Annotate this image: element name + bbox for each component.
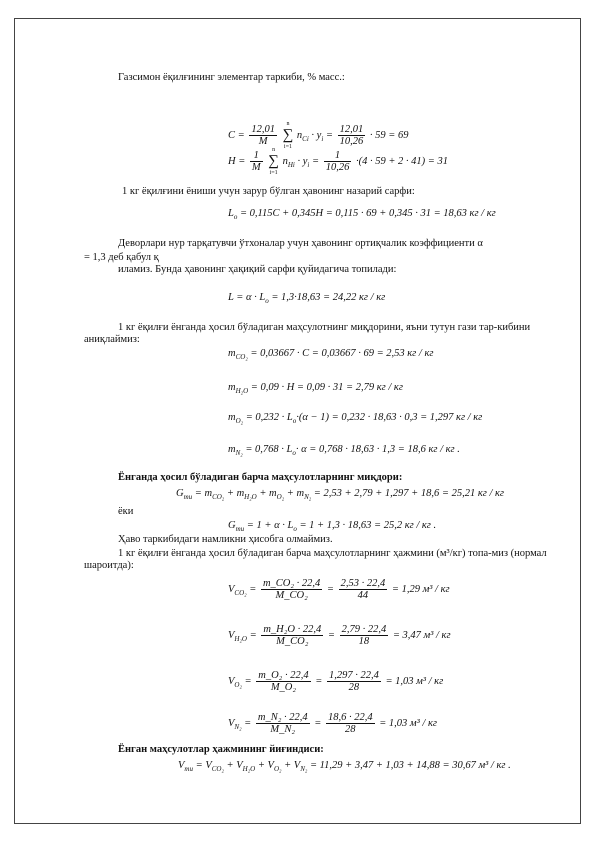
sum-symbol: n ∑ i=1 [282,121,294,150]
eq-c-lhs: C = [228,129,245,141]
eq-vo2-sub: O₂ [234,681,242,689]
eq-vsum-s1: CO₂ [211,765,224,774]
eq-vsum-s2: H₂O [242,765,256,774]
para-excess-1: Деворлари нур тарқатувчи ўтхоналар учун ҳавонинг ортиқчалик коэффициенти α [118,238,483,249]
eq-c-frac2-num: 12,01 [339,124,364,135]
equation-hydrogen [228,146,448,177]
eq-vco2-frac2 [339,578,388,601]
eq-h-frac2-num: 1 [324,150,352,162]
eq-c-tail: · 59 = 69 [369,129,409,141]
eq-mn2-rest1: = 0,768 · L [245,444,293,455]
para-excess-3: иламиз. Бунда ҳавонинг ҳақиқий сарфи қуйидагича топилади: [118,264,397,275]
eq-vn2-lhs: V [228,717,235,729]
para-sum-volume: Ёнган маҳсулотлар ҳажмининг йиғиндиси: [118,744,324,755]
eq-mh2o-rest: = 0,09 · H = 0,09 · 31 = 2,79 кг / кг [250,382,403,393]
eq-gm2-rest: = 1 + α · L [246,520,294,531]
eq-mo2-rest1-sub: o [292,417,297,426]
eq-vh2o-num2: 2,79 · 22,4 [341,624,387,635]
eq-vh2o-den2: 18 [358,636,370,647]
eq-vn2-sub: N₂ [234,723,242,731]
eq-gm2-sub: ти [235,525,245,534]
eq-l0-rest: = 0,115C + 0,345H = 0,115 · 69 + 0,345 · 31 = 18,63 кг / кг [239,208,496,219]
eq-gm2-text: G [228,520,236,531]
eq-vo2-tail: = 1,03 м³ / кг [385,675,444,687]
eq-gm-r4: = 2,53 + 2,79 + 1,297 + 18,6 = 25,21 кг / кг [311,488,505,499]
eq-c-mult-sub: i [321,135,324,143]
eq-c-frac1-den: M [258,136,268,147]
eq-vo2-frac2 [327,670,381,693]
eq-vco2-num2: 2,53 · 22,4 [340,578,386,589]
eq-vco2-den2: 44 [357,590,369,601]
eq-gm-text: G [176,488,184,499]
eq-l0-lhs-sub: o [233,213,238,222]
para-total-mass: Ёнганда ҳосил бўладиган барча маҳсулотларнинг миқдори: [118,472,403,483]
eq-h-tail: ·(4 · 59 + 2 · 41) = 31 [355,155,449,167]
eq-h-equals: = [312,155,320,167]
eq-vco2-den: M_CO₂ [275,590,308,601]
eq-vsum-s4: N₂ [300,765,308,774]
equation-l0 [228,208,496,223]
eq-vo2-den2: 28 [348,682,360,693]
para-humidity: Ҳаво таркибидаги намликни ҳисобга олмаймиз. [118,534,333,545]
eq-vo2-num2: 1,297 · 22,4 [328,670,379,681]
eq-gm-r2: + m [256,488,277,499]
eq-c-equals: = [325,129,334,141]
eq-c-sum-bottom: i=1 [283,144,292,150]
eq-h-sum-body: n [282,155,288,167]
equation-mco2 [228,348,433,363]
eq-h-mult-sub: i [307,161,310,169]
eq-vsum-text: V [178,760,185,771]
eq-vn2-den: M_N₂ [270,724,296,735]
eq-vsum-rest: = V [195,760,212,771]
eq-vo2-frac1 [256,670,310,693]
eq-vco2-lhs: V [228,583,235,595]
eq-mo2-lhs: m [228,412,236,423]
eq-mh2o-sub: H₂O [235,387,249,396]
eq-h-sum-bottom: i=1 [269,170,278,176]
eq-gm-s2: H₂O [244,493,257,502]
equation-l [228,292,385,307]
equation-gm [176,488,504,503]
word-or: ёки [118,506,134,517]
equation-mn2 [228,444,460,459]
eq-vh2o-frac1 [261,624,323,647]
eq-gm-rest: = m [194,488,213,499]
eq-vh2o-sub: H₂O [234,635,247,643]
eq-gm2-sub2: o [293,525,297,534]
eq-c-sum-body-sub: Ci [302,135,309,143]
eq-vn2-frac1 [256,712,310,735]
eq-gm-s4: N₂ [304,493,312,502]
eq-h-frac2-den: 10,26 [325,162,350,173]
eq-vo2-num: m_O₂ · 22,4 [258,670,309,681]
heading-composition: Газсимон ёқилғининг элементар таркиби, % масс.: [118,72,345,83]
eq-mn2-sub: N₂ [235,449,243,458]
eq-gm2-tail: = 1 + 1,3 · 18,63 = 25,2 кг / кг . [296,520,437,531]
eq-h-mult: · y [297,155,308,167]
eq-vh2o-lhs: V [228,629,235,641]
para-volume: 1 кг ёқилғи ёнганда ҳосил бўладиган барча маҳсулотларнинг ҳажмини (м³/кг) топа-миз (нормал шароитда): [84,548,547,571]
eq-mco2-rest: = 0,03667 · C = 0,03667 · 69 = 2,53 кг / кг [250,348,434,359]
eq-c-frac1 [249,124,277,147]
eq-vsum-r2: + V [255,760,274,771]
eq-vh2o-den: M_CO₂ [276,636,309,647]
eq-vn2-den2: 28 [345,724,356,735]
eq-vo2-lhs: V [228,675,235,687]
eq-l-text: L = α · L [228,292,266,303]
eq-c-sum-top: n [286,121,290,127]
eq-h-sum-top: n [272,147,276,153]
eq-mh2o-lhs: m [228,382,236,393]
eq-h-frac1 [250,150,263,173]
eq-vsum-r1: + V [223,760,243,771]
eq-c-sum-body: n [296,129,303,141]
eq-vco2-frac1 [261,578,322,601]
eq-mo2-rest2: ·(α − 1) = 0,232 · 18,63 · 0,3 = 1,297 кг / кг [296,412,483,423]
eq-l0-lhs: L [228,208,234,219]
eq-gm-s3: O₂ [276,493,285,502]
eq-vh2o-frac2 [340,624,389,647]
eq-mn2-rest1-sub: o [292,449,296,458]
eq-vco2-num: m_CO₂ · 22,4 [262,578,321,589]
eq-h-frac1-num: 1 [250,150,263,162]
eq-vco2-sub: CO₂ [234,589,247,597]
para-excess-2: = 1,3 деб қабул қ [84,252,159,263]
eq-c-frac2-den: 10,26 [339,136,364,147]
eq-vsum-sub: ти [184,765,193,774]
eq-vo2-den: M_O₂ [270,682,297,693]
eq-h-frac1-den: M [251,162,261,173]
equation-vh2o: $V_{H_2O}$ = $\frac{\text{m\_H₂O · 22,4}}{\text{M\_CO₂}}$ = $\frac{2,79 \cdot 22,4}{18}$ = 3,47 м³ / кг [228,624,451,647]
eq-vn2-num: m_N₂ · 22,4 [257,712,308,723]
eq-vsum-s3: O₂ [273,765,282,774]
eq-vn2-frac2 [326,712,375,735]
eq-vco2-tail: = 1,29 м³ / кг [391,583,450,595]
eq-l-tail: = 1,3·18,63 = 24,22 кг / кг [268,292,386,303]
eq-vh2o-tail: = 3,47 м³ / кг [392,629,451,641]
para-products: 1 кг ёқилғи ёнганда ҳосил бўладиган маҳсулотнинг миқдорини, яъни тутун гази тар-кибини аниқлаймиз: [84,322,531,345]
para-air-theory: 1 кг ёқилғини ёниши учун зарур бўлган ҳавонинг назарий сарфи: [122,186,415,197]
equation-vco2: $V_{CO_2}$ = $\frac{\text{m\_CO₂ · 22,4}}{\text{M\_CO₂}}$ = $\frac{2,53 \cdot 22,4}{44}$ = 1,29 м³ / кг [228,578,450,601]
eq-h-lhs: H = [228,155,246,167]
equation-vo2: $V_{O_2}$ = $\frac{\text{m\_O₂ · 22,4}}{\text{M\_O₂}}$ = $\frac{1,297 \cdot 22,4}{28}$ = 1,03 м³ / кг [228,670,444,693]
eq-gm-s1: CO₂ [212,493,225,502]
eq-mo2-rest1: = 0,232 · L [245,412,293,423]
eq-mco2-lhs: m [228,348,236,359]
eq-vn2-num2: 18,6 · 22,4 [327,712,373,723]
eq-c-frac2 [338,124,366,147]
eq-vh2o-num: m_H₂O · 22,4 [263,624,322,635]
eq-mn2-rest2: · α = 0,768 · 18,63 · 1,3 = 18,6 кг / кг . [295,444,460,455]
eq-gm-sub: ти [183,493,193,502]
eq-vsum-r3: + V [281,760,301,771]
eq-gm-r1: + m [224,488,245,499]
eq-h-sum-body-sub: Hi [287,161,295,169]
eq-h-frac2 [324,150,352,173]
eq-gm-r3: + m [284,488,305,499]
eq-mn2-lhs: m [228,444,236,455]
eq-c-mult: · y [311,129,322,141]
equation-vn2: $V_{N_2}$ = $\frac{\text{m\_N₂ · 22,4}}{\text{M\_N₂}}$ = $\frac{18,6 \cdot 22,4}{28}$ = 1,03 м³ / кг [228,712,437,735]
eq-vsum-r4: = 11,29 + 3,47 + 1,03 + 14,88 = 30,67 м³ / кг . [307,760,511,771]
eq-mo2-sub: O₂ [235,417,244,426]
eq-c-frac1-num: 12,01 [251,124,275,135]
sum-symbol: n ∑ i=1 [268,147,279,176]
equation-gm2 [228,520,436,535]
eq-vn2-tail: = 1,03 м³ / кг [379,717,437,729]
equation-mh2o [228,382,403,397]
equation-vsum [178,760,511,775]
eq-l-sub: o [265,297,269,306]
equation-mo2 [228,412,482,427]
eq-mco2-sub: CO₂ [235,353,248,362]
